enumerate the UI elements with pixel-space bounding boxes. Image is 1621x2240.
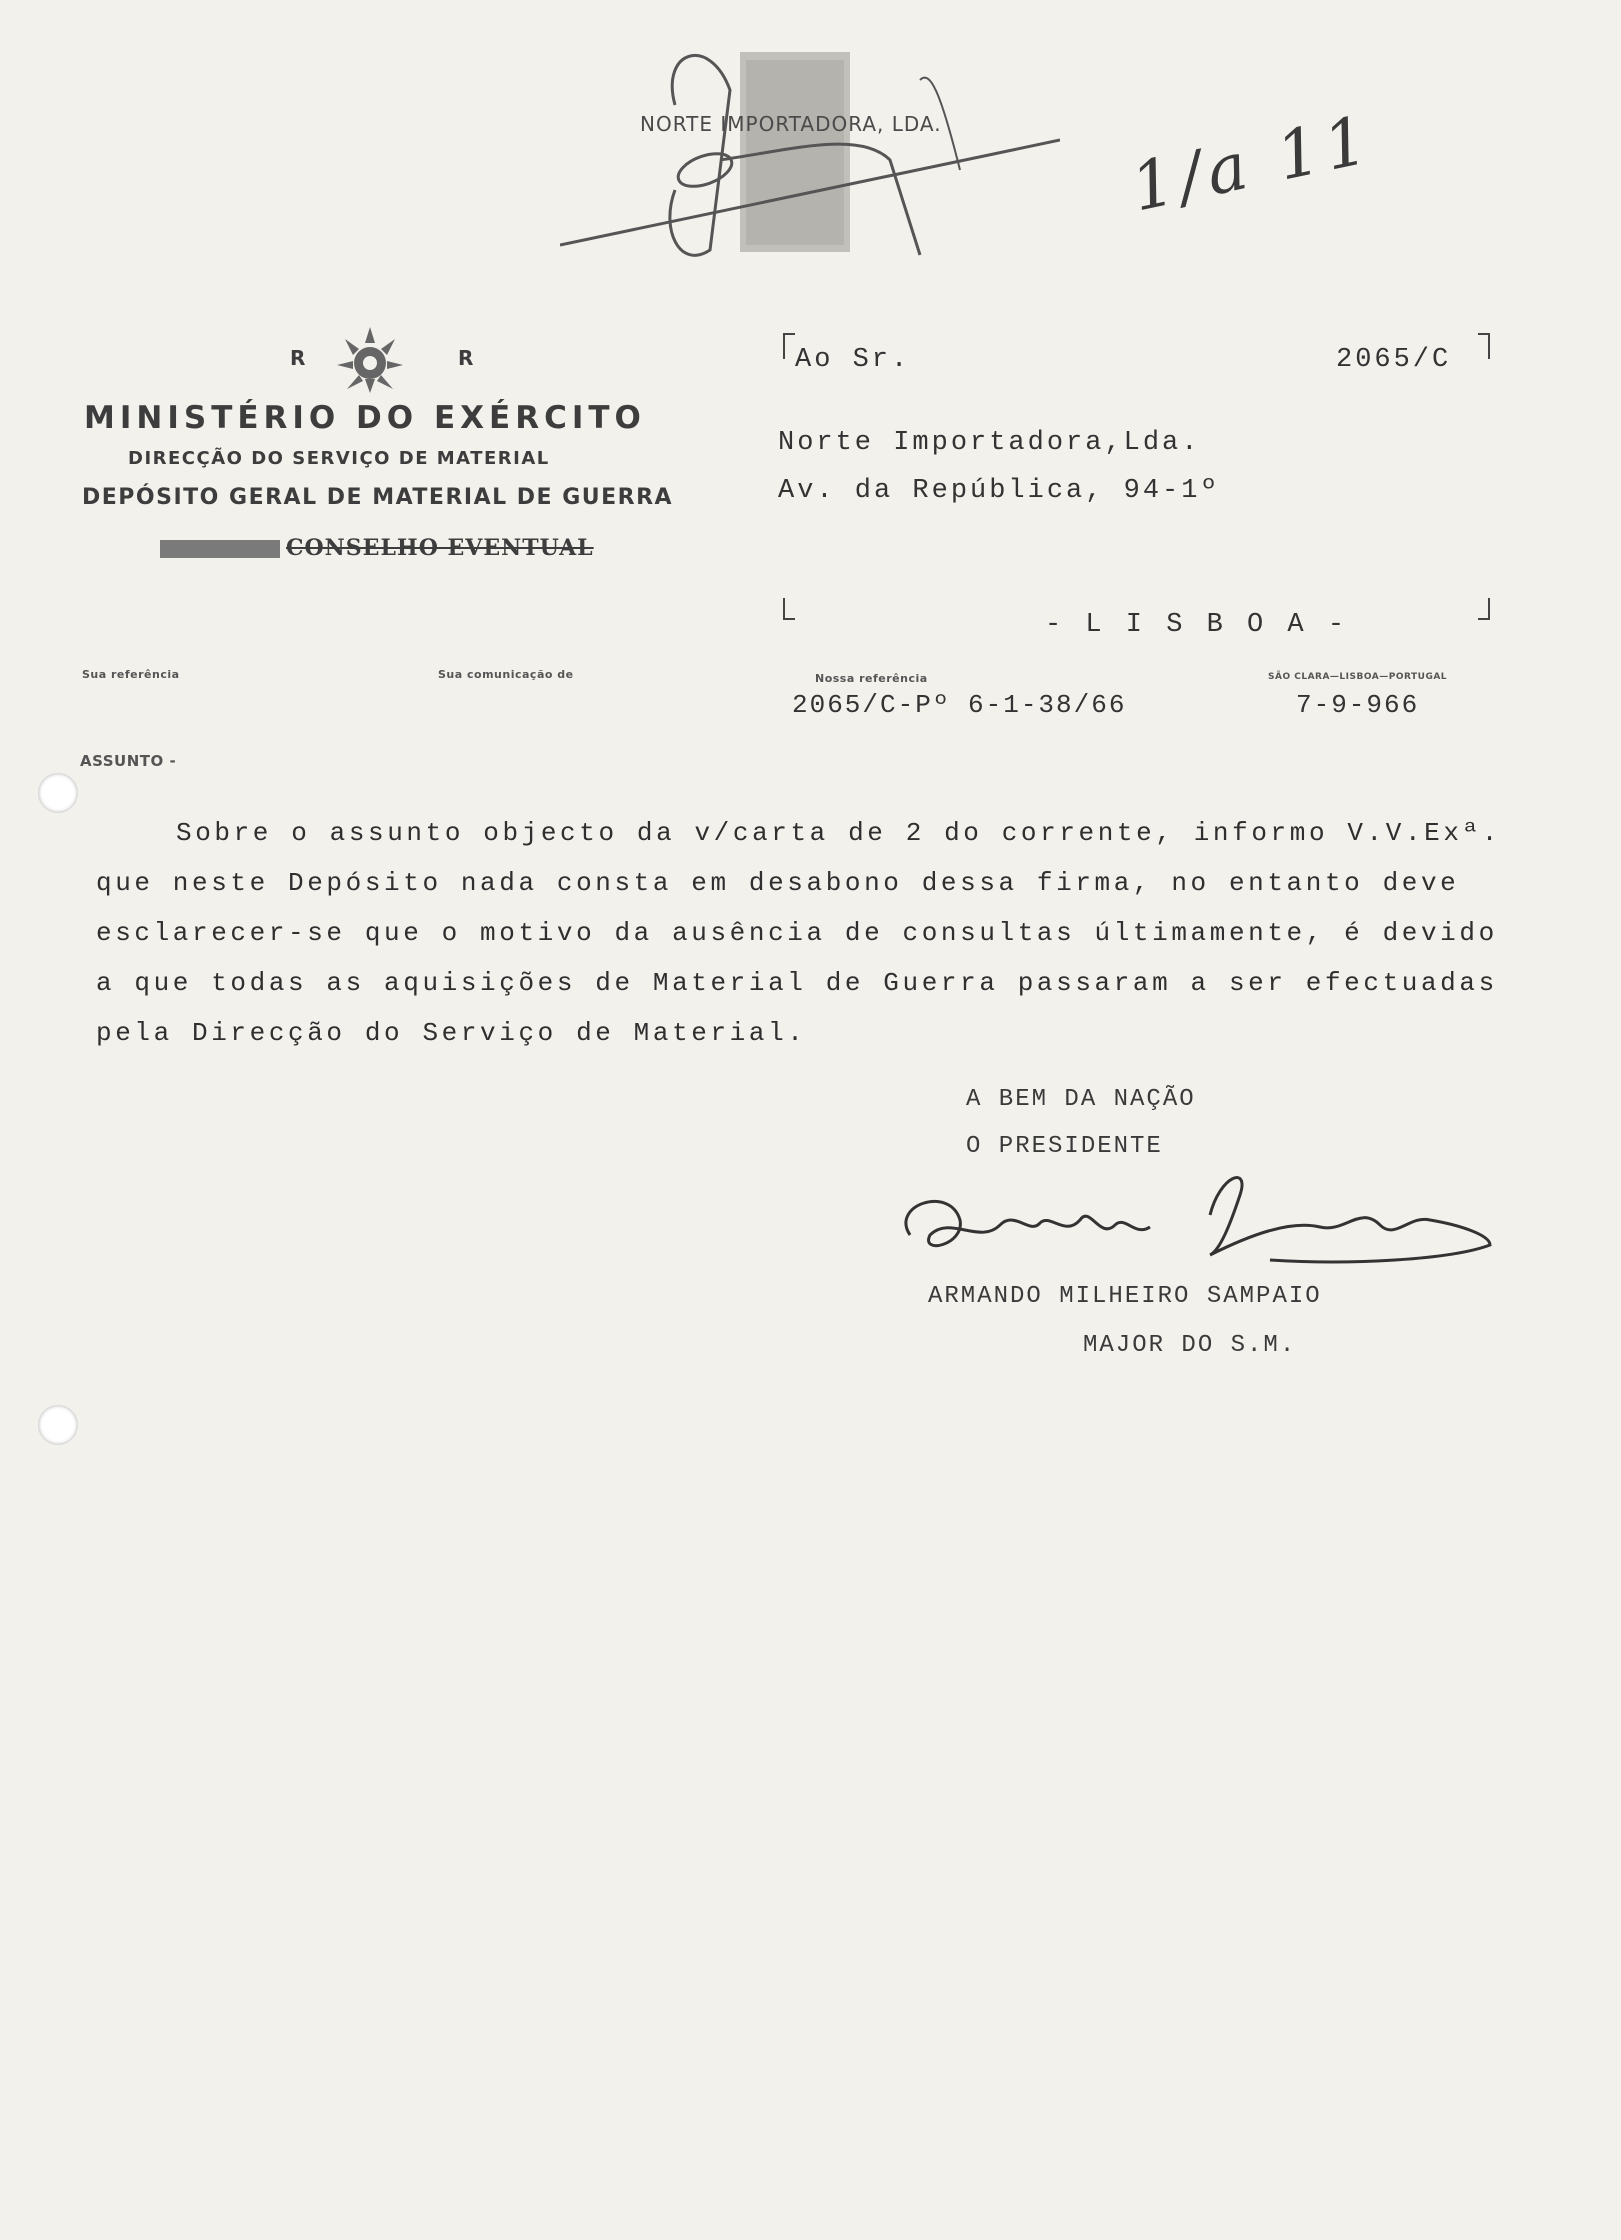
address-bracket-tl	[783, 333, 795, 359]
body-line-3: esclarecer-se que o motivo da ausência de consultas últimamente, é devido	[96, 918, 1498, 948]
label-our-reference: Nossa referência	[815, 672, 928, 685]
label-your-reference: Sua referência	[82, 668, 180, 681]
label-place: SÃO CLARA—LISBOA—PORTUGAL	[1268, 672, 1448, 682]
our-reference-value: 2065/C-Pº 6-1-38/66	[792, 690, 1127, 720]
coat-of-arms-icon	[335, 325, 405, 395]
body-line-5: pela Direcção do Serviço de Material.	[96, 1018, 807, 1048]
address-bracket-bl	[783, 598, 795, 620]
addressee-city: - L I S B O A -	[1045, 610, 1349, 640]
stamp-scribble-icon	[560, 30, 1060, 280]
addressee-company: Norte Importadora,Lda.	[778, 428, 1201, 458]
punch-hole-top	[38, 773, 78, 813]
punch-hole-bottom	[38, 1405, 78, 1445]
signature-text	[950, 1275, 959, 1276]
label-your-communication: Sua comunicação de	[438, 668, 574, 681]
subject-label: ASSUNTO -	[80, 752, 177, 770]
ministry-title: MINISTÉRIO DO EXÉRCITO	[84, 400, 646, 436]
stamp-text: NORTE IMPORTADORA, LDA.	[640, 112, 942, 136]
address-bracket-br	[1478, 598, 1490, 620]
letterhead-emblem	[290, 320, 490, 400]
handwritten-reference: 1/a 11	[1124, 100, 1380, 227]
council-strike-block	[160, 540, 280, 558]
directorate-title: DIRECÇÃO DO SERVIÇO DE MATERIAL	[128, 448, 550, 469]
depot-title: DEPÓSITO GERAL DE MATERIAL DE GUERRA	[82, 485, 674, 510]
addressee-address: Av. da República, 94-1º	[778, 476, 1220, 506]
document-date: 7-9-966	[1296, 690, 1420, 720]
closing-line-2: O PRESIDENTE	[966, 1133, 1163, 1160]
initial-left: R	[290, 346, 306, 370]
signatory-rank: MAJOR DO S.M.	[1083, 1332, 1297, 1359]
salutation: Ao Sr.	[795, 345, 911, 375]
signature-scribble-icon	[890, 1165, 1510, 1295]
closing-line-1: A BEM DA NAÇÃO	[966, 1086, 1196, 1113]
council-text: CONSELHO EVENTUAL	[286, 535, 594, 561]
council-title	[160, 535, 594, 561]
received-stamp	[560, 30, 1060, 280]
body-line-2: que neste Depósito nada consta em desabono dessa firma, no entanto deve	[96, 868, 1460, 898]
addressee-ref-code: 2065/C	[1336, 345, 1452, 375]
initial-right: R	[458, 346, 474, 370]
body-line-4: a que todas as aquisições de Material de Guerra passaram a ser efectuadas	[96, 968, 1498, 998]
body-line-1: Sobre o assunto objecto da v/carta de 2 do corrente, informo V.V.Exª.	[176, 818, 1501, 848]
signature	[890, 1165, 1510, 1295]
address-bracket-tr	[1478, 333, 1490, 359]
signatory-name: ARMANDO MILHEIRO SAMPAIO	[928, 1283, 1322, 1310]
